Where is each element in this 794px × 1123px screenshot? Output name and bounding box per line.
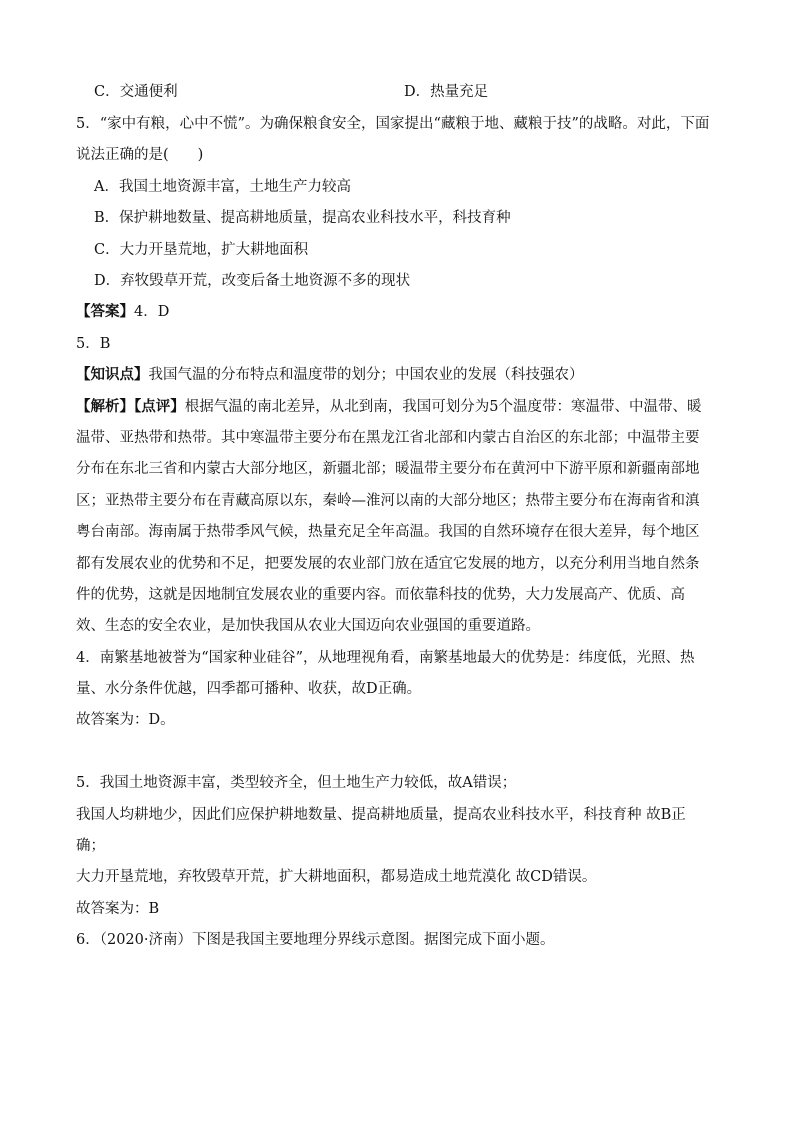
answer-5: 5．B xyxy=(76,336,111,352)
q6-stem: 6．（2020·济南）下图是我国主要地理分界线示意图。据图完成下面小题。 xyxy=(76,932,555,948)
explain5-line4: 大力开垦荒地，弃牧毁草开荒，扩大耕地面积，都易造成土地荒漠化 故CD错误。 xyxy=(76,869,597,885)
explain4-line2: 量、水分条件优越，四季都可播种、收获，故D正确。 xyxy=(76,681,422,697)
knowledge-label: 【知识点】 xyxy=(76,366,149,383)
answer-label: 【答案】 xyxy=(76,303,134,320)
q5-option-a: A．我国土地资源丰富，土地生产力较高 xyxy=(94,179,351,195)
q5-stem-line2: 说法正确的是( ) xyxy=(76,147,204,163)
q5-option-c: C．大力开垦荒地，扩大耕地面积 xyxy=(94,242,309,258)
explain5-line3: 确； xyxy=(76,838,105,854)
analysis-line2: 温带、亚热带和热带。其中寒温带主要分布在黑龙江省北部和内蒙古自治区的东北部；中温带主要 xyxy=(76,430,700,446)
analysis-label: 【解析】【点评】 xyxy=(76,398,185,415)
knowledge-text: 我国气温的分布特点和温度带的划分；中国农业的发展（科技强农） xyxy=(148,367,584,383)
explain5-line1: 5．我国土地资源丰富，类型较齐全，但土地生产力较低，故A错误； xyxy=(76,775,517,791)
explain4-line1: 4．南繁基地被誉为“国家种业硅谷”，从地理视角看，南繁基地最大的优势是：纬度低，光照、热 xyxy=(76,650,695,666)
analysis-line8: 效、生态的安全农业，是加快我国从农业大国迈向农业强国的重要道路。 xyxy=(76,618,540,634)
analysis-line1 xyxy=(76,397,701,417)
analysis-line3: 分布在东北三省和内蒙古大部分地区，新疆北部；暖温带主要分布在黄河中下游平原和新疆南部地 xyxy=(76,461,700,477)
q4-option-c: C．交通便利 xyxy=(94,84,178,100)
knowledge-point xyxy=(76,365,584,385)
analysis-line6: 都有发展农业的优势和不足，把要发展的农业部门放在适宜它发展的地方，以充分利用当地自然条 xyxy=(76,556,700,572)
analysis-line7: 件的优势，这就是因地制宜发展农业的重要内容。而依靠科技的优势，大力发展高产、优质、高 xyxy=(76,587,685,603)
answer-line1 xyxy=(76,302,169,322)
q5-stem-line1: 5．“家中有粮，心中不慌”。为确保粮食安全，国家提出“藏粮于地、藏粮于技”的战略。对此，下面 xyxy=(76,116,710,132)
q5-option-b: B．保护耕地数量、提高耕地质量，提高农业科技水平，科技育种 xyxy=(94,210,511,226)
explain5-answer: 故答案为：B xyxy=(76,901,160,917)
analysis-text-1: 根据气温的南北差异，从北到南，我国可划分为5个温度带：寒温带、中温带、暖 xyxy=(184,399,702,415)
analysis-line4: 区；亚热带主要分布在青藏高原以东，秦岭—淮河以南的大部分地区；热带主要分布在海南省和滇 xyxy=(76,493,700,509)
analysis-line5: 粤台南部。海南属于热带季风气候，热量充足全年高温。我国的自然环境存在很大差异，每个地区 xyxy=(76,524,700,540)
answer-4: 4．D xyxy=(134,304,170,320)
explain5-line2: 我国人均耕地少，因此们应保护耕地数量、提高耕地质量，提高农业科技水平，科技育种 故B正 xyxy=(76,807,686,823)
q4-option-d: D．热量充足 xyxy=(404,84,489,100)
explain4-answer: 故答案为：D。 xyxy=(76,712,175,728)
q5-option-d: D．弃牧毁草开荒，改变后备土地资源不多的现状 xyxy=(94,273,411,289)
